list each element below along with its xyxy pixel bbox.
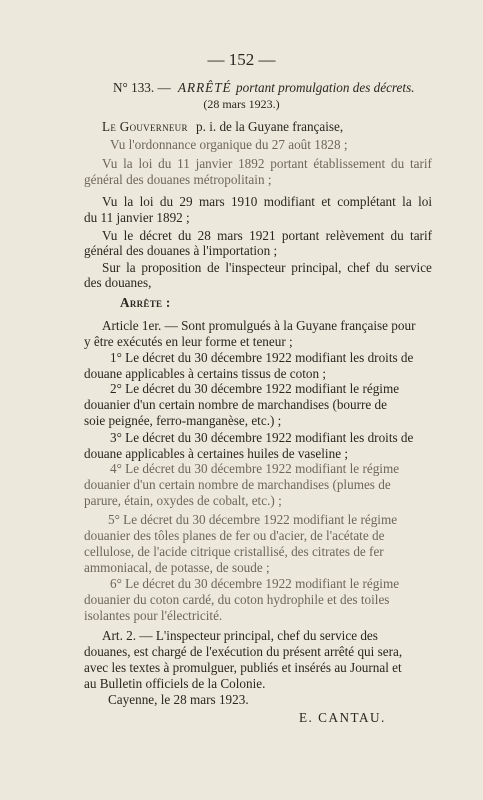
item-2-line2: douanier d'un certain nombre de marchandises (bourre de (84, 397, 388, 412)
preamble-proposition-line1 (102, 260, 432, 276)
item-5-line4: ammoniacal, de potasse, de soude ; (84, 560, 270, 575)
page-number: — 152 — (207, 50, 276, 69)
word: relèvement (325, 228, 385, 243)
item-1-line2: douane applicables à certains tissus de coton ; (84, 366, 327, 381)
word: du (390, 228, 404, 243)
article-2-line4: au Bulletin officiels de la Colonie. (84, 676, 266, 691)
word: et (321, 194, 331, 209)
preamble-loi-1892-line2: général des douanes métropolitain ; (84, 172, 272, 187)
word: 28 (197, 228, 211, 243)
item-6-line2: douanier du coton cardé, du coton hydrophile et des toiles (84, 592, 390, 607)
word: principal, (291, 260, 342, 275)
word: modifiant (263, 194, 315, 209)
word: du (159, 194, 174, 209)
item-4-line1: 4° Le décret du 30 décembre 1922 modifiant le régime (110, 461, 400, 476)
preamble-loi-1910-line1 (102, 194, 432, 210)
word: proposition (141, 260, 202, 275)
governor-title: Le Gouverneur (102, 119, 188, 134)
preamble-proposition-line2: des douanes, (84, 275, 152, 290)
word: tarif (409, 156, 432, 171)
item-4-line3: parure, étain, oxydes de cobalt, etc.) ; (84, 493, 282, 508)
word: complétant (337, 194, 396, 209)
word: service (394, 260, 432, 275)
place-date: Cayenne, le 28 mars 1923. (108, 692, 249, 707)
word: 1910 (230, 194, 258, 209)
preamble-loi-1892-line1 (102, 156, 432, 172)
word: 11 (177, 156, 190, 171)
word: du (390, 156, 405, 171)
item-2-line3: soie peignée, ferro-manganèse, etc.) ; (84, 413, 282, 428)
word: du (158, 156, 172, 171)
word: 29 (179, 194, 193, 209)
item-5-line2: douanier des tôles planes de fer ou d'acier, de l'acétate de (84, 528, 385, 543)
word: 1892 (238, 156, 265, 171)
word: Vu (102, 156, 118, 171)
item-6-line3: isolantes pour l'électricité. (84, 608, 223, 623)
governor-line: p. i. de la Guyane française, (196, 119, 344, 134)
item-6-line1: 6° Le décret du 30 décembre 1922 modifiant le régime (110, 576, 400, 591)
signature: E. CANTAU. (299, 710, 386, 725)
word: tarif (410, 228, 432, 243)
article-1-line2: y être exécutés en leur forme et teneur ; (84, 334, 293, 349)
word: la (402, 194, 412, 209)
item-1-line1: 1° Le décret du 30 décembre 1922 modifiant les droits de (110, 350, 414, 365)
word: Vu (102, 228, 118, 243)
article-2-line1: Art. 2. — L'inspecteur principal, chef du service des (102, 628, 378, 643)
article-1-line1: Article 1er. — Sont promulgués à la Guyane française pour (102, 318, 416, 333)
article-2-line2: douanes, est chargé de l'exécution du présent arrêté qui sera, (84, 644, 403, 659)
word: 1921 (249, 228, 276, 243)
word: Sur (102, 260, 121, 275)
word: loi (418, 194, 432, 209)
word: portant (270, 156, 308, 171)
word: de (207, 260, 220, 275)
word: la (126, 260, 136, 275)
word: établissement (313, 156, 386, 171)
word: chef (347, 260, 370, 275)
word: la (123, 156, 133, 171)
word: Vu (102, 194, 118, 209)
arrete-label: Arrête : (120, 295, 171, 310)
word: loi (139, 194, 154, 209)
item-5-line1: 5° Le décret du 30 décembre 1922 modifiant le régime (108, 512, 398, 527)
word: du (375, 260, 389, 275)
item-3-line2: douane applicables à certaines huiles de vaseline ; (84, 446, 349, 461)
item-4-line2: douanier d'un certain nombre de marchandises (plumes de (84, 477, 391, 492)
preamble-decret-1921-line1 (102, 228, 432, 244)
preamble-ordonnance: Vu l'ordonnance organique du 27 août 1828 ; (110, 137, 348, 152)
word: l'inspecteur (225, 260, 286, 275)
decree-number: N° 133. — (113, 80, 171, 95)
preamble-decret-1921-line2: général des douanes à l'importation ; (84, 243, 278, 258)
word: la (123, 194, 134, 209)
word: janvier (195, 156, 233, 171)
word: décret (139, 228, 172, 243)
decree-subtitle: portant promulgation des décrets. (236, 80, 415, 95)
decree-date: (28 mars 1923.) (203, 97, 280, 111)
preamble-loi-1910-line2: du 11 janvier 1892 ; (84, 210, 190, 225)
article-2-line3: avec les textes à promulguer, publiés et insérés au Journal et (84, 660, 402, 675)
word: portant (281, 228, 320, 243)
word: du (178, 228, 192, 243)
item-2-line1: 2° Le décret du 30 décembre 1922 modifiant le régime (110, 381, 400, 396)
item-3-line1: 3° Le décret du 30 décembre 1922 modifiant les droits de (110, 430, 414, 445)
decree-title: ARRÊTÉ (178, 80, 232, 95)
word: mars (198, 194, 225, 209)
item-5-line3: cellulose, de l'acide citrique cristallisé, des citrates de fer (84, 544, 384, 559)
word: mars (217, 228, 243, 243)
word: loi (138, 156, 153, 171)
word: le (123, 228, 134, 243)
